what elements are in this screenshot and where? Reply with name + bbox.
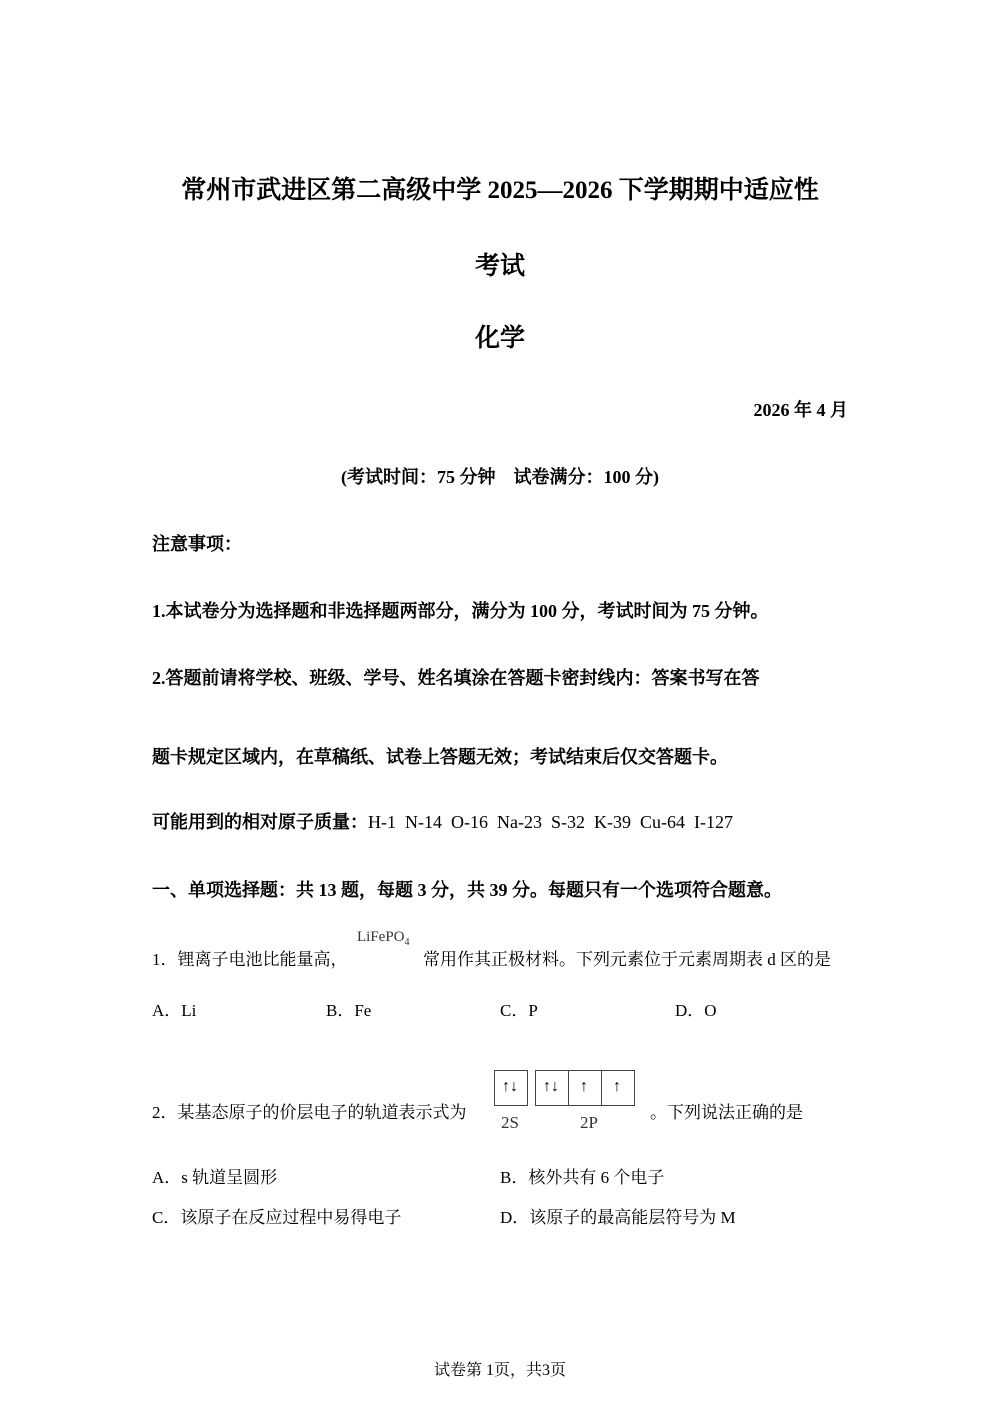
q2-option-b: B．核外共有 6 个电子 (500, 1168, 665, 1187)
orbital-box (569, 1071, 602, 1105)
q2-stem-after: 。下列说法正确的是 (650, 1103, 803, 1122)
q1-option-d: D．O (675, 1001, 717, 1020)
exam-title-line1: 常州市武进区第二高级中学 2025—2026 下学期期中适应性 (181, 177, 819, 204)
exam-date: 2026 年 4 月 (753, 400, 848, 420)
q1-suffix: 常用作其正极材料。下列元素位于元素周期表 d 区的是 (423, 950, 831, 969)
up-arrow-icon: ↑ (580, 1078, 588, 1095)
q2-option-d: D．该原子的最高能层符号为 M (500, 1208, 736, 1227)
orbital-label-2p: 2P (580, 1113, 598, 1132)
page-number: 试卷第 1页，共3页 (433, 1362, 566, 1379)
q1-option-a: A．Li (152, 1001, 197, 1020)
exam-title-line2: 考试 (474, 253, 525, 280)
subject-title: 化学 (474, 325, 525, 352)
atomic-mass-line (152, 808, 733, 834)
exam-info: (考试时间：75 分钟 试卷满分：100 分) (341, 467, 659, 487)
orbital-diagram-2s (494, 1070, 528, 1106)
section1-heading: 一、单项选择题：共 13 题，每题 3 分，共 39 分。每题只有一个选项符合题意。 (152, 880, 782, 900)
orbital-box (602, 1071, 634, 1105)
q2-option-a: A．s 轨道呈圆形 (152, 1168, 278, 1187)
notice-heading: 注意事项： (152, 534, 242, 554)
q1-formula-main: LiFePO (357, 929, 405, 945)
q1-option-b: B．Fe (326, 1001, 372, 1020)
notice-item-2-line1: 2.答题前请将学校、班级、学号、姓名填涂在答题卡密封线内：答案书写在答 (152, 668, 760, 688)
q2-option-c: C．该原子在反应过程中易得电子 (152, 1208, 402, 1227)
orbital-box (495, 1071, 527, 1105)
orbital-label-2s: 2S (501, 1113, 519, 1132)
atomic-mass-label: 可能用到的相对原子质量： (152, 812, 368, 832)
up-arrow-icon: ↑ (613, 1078, 621, 1095)
atomic-mass-values: H-1 N-14 O-16 Na-23 S-32 K-39 Cu-64 I-127 (368, 812, 733, 832)
paired-arrows-icon: ↑↓ (502, 1078, 518, 1095)
q1-prefix: 1．锂离子电池比能量高， (152, 950, 348, 969)
q1-formula (357, 929, 410, 948)
orbital-box (536, 1071, 569, 1105)
notice-item-1: 1.本试卷分为选择题和非选择题两部分，满分为 100 分，考试时间为 75 分钟。 (152, 601, 769, 621)
orbital-diagram-2p (535, 1070, 635, 1106)
q1-formula-sub: 4 (404, 937, 410, 948)
q1-option-c: C．P (500, 1001, 538, 1020)
notice-item-2-line2: 题卡规定区域内，在草稿纸、试卷上答题无效；考试结束后仅交答题卡。 (152, 747, 728, 767)
paired-arrows-icon: ↑↓ (543, 1078, 559, 1095)
q2-stem-before: 2．某基态原子的价层电子的轨道表示式为 (152, 1103, 467, 1122)
